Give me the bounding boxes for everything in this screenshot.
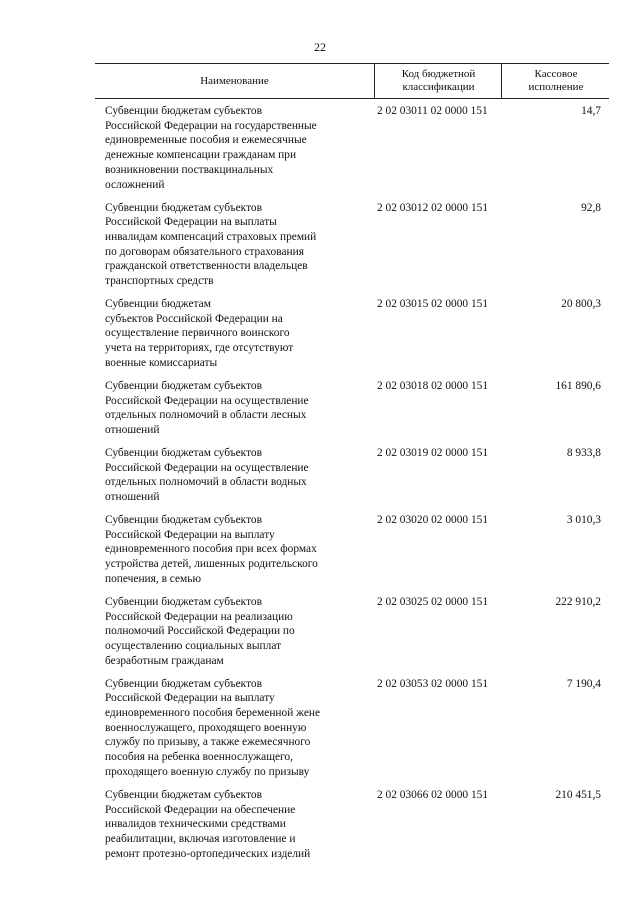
row-name-line: субъектов Российской Федерации на [105, 312, 283, 325]
row-name-line: осложнений [105, 178, 165, 191]
row-name [105, 379, 367, 438]
row-name-line: учета на территориях, где отсутствуют [105, 342, 294, 355]
row-name-line: проходящего военную службу по призыву [105, 765, 310, 778]
row-name-line: единовременные пособия и ежемесячные [105, 134, 307, 147]
row-name-line: Российской Федерации на выплату [105, 692, 275, 705]
row-name-line: отношений [105, 423, 160, 436]
row-amount: 14,7 [581, 105, 601, 117]
header-name-cell [95, 64, 374, 98]
row-name-line: военные комиссариаты [105, 356, 218, 369]
row-name-line: Субвенции бюджетам субъектов [105, 514, 262, 526]
table-header [95, 63, 609, 99]
row-amount: 210 451,5 [555, 788, 601, 801]
row-name-line: отдельных полномочий в области водных [105, 476, 307, 489]
header-code-line2: классификации [402, 81, 475, 93]
header-amount-line1: Кассовое [534, 68, 578, 80]
row-name-line: Российской Федерации на обеспечение [105, 803, 296, 816]
row-code: 2 02 03018 02 0000 151 [377, 379, 489, 392]
row-name-line: единовременного пособия беременной жене [105, 707, 321, 719]
row-name [105, 595, 367, 669]
row-name-line: ремонт протезно-ортопедических изделий [105, 847, 311, 860]
row-name-line: военнослужащего, проходящего военную [105, 721, 307, 734]
row-name-line: Субвенции бюджетам субъектов [105, 105, 262, 117]
row-name-line: отношений [105, 491, 160, 503]
row-name-line: по договорам обязательного страхования [105, 245, 304, 258]
row-amount: 222 910,2 [555, 595, 601, 608]
row-code: 2 02 03019 02 0000 151 [377, 446, 489, 459]
row-name [105, 297, 367, 371]
row-name-line: полномочий Российской Федерации по [105, 625, 295, 638]
header-name: Наименование [200, 74, 269, 87]
row-name-line: попечения, в семью [105, 572, 201, 585]
row-amount: 92,8 [581, 201, 601, 214]
row-name [105, 201, 367, 289]
row-name-line: Субвенции бюджетам субъектов [105, 201, 262, 214]
row-name-line: Российской Федерации на выплату [105, 528, 275, 541]
row-name-line: Субвенции бюджетам субъектов [105, 379, 262, 392]
row-name-line: Субвенции бюджетам субъектов [105, 446, 262, 459]
row-code: 2 02 03011 02 0000 151 [377, 105, 488, 117]
row-name-line: Субвенции бюджетам [105, 298, 211, 310]
row-amount: 161 890,6 [555, 379, 601, 392]
row-name-line: Российской Федерации на осуществление [105, 461, 309, 474]
row-name-line: транспортных средств [105, 275, 214, 288]
header-code-cell [374, 64, 502, 98]
row-name [105, 677, 367, 780]
row-name-line: денежные компенсации гражданам при [105, 149, 297, 162]
row-name-line: реабилитации, включая изготовление и [105, 832, 296, 845]
row-name-line: Российской Федерации на реализацию [105, 610, 293, 623]
row-name-line: осуществление первичного воинского [105, 327, 290, 340]
row-code: 2 02 03053 02 0000 151 [377, 677, 489, 690]
row-name-line: Российской Федерации на государственные [105, 119, 317, 132]
header-amount-line2: исполнение [528, 81, 584, 93]
row-code: 2 02 03066 02 0000 151 [377, 788, 489, 801]
row-code: 2 02 03020 02 0000 151 [377, 514, 489, 526]
row-name-line: единовременного пособия при всех формах [105, 543, 317, 556]
row-name-line: Российской Федерации на осуществление [105, 394, 309, 407]
row-name [105, 788, 367, 862]
header-code-line1: Код бюджетной [401, 68, 476, 80]
row-amount: 8 933,8 [566, 446, 601, 459]
row-name [105, 513, 367, 587]
row-amount: 3 010,3 [566, 514, 601, 526]
row-name-line: Субвенции бюджетам субъектов [105, 595, 262, 608]
row-name-line: Российской Федерации на выплаты [105, 216, 277, 229]
row-name-line: возникновении поствакцинальных [105, 163, 274, 176]
row-name-line: безработным гражданам [105, 654, 224, 667]
row-name-line: пособия на ребенка военнослужащего, [105, 751, 293, 764]
row-code: 2 02 03025 02 0000 151 [377, 595, 489, 608]
row-name-line: устройства детей, лишенных родительского [105, 558, 318, 571]
row-name-line: осуществлению социальных выплат [105, 639, 282, 652]
row-name-line: Субвенции бюджетам субъектов [105, 788, 262, 801]
row-code: 2 02 03015 02 0000 151 [377, 298, 489, 310]
row-name [105, 104, 367, 192]
page-number: 22 [314, 40, 326, 54]
row-name-line: отдельных полномочий в области лесных [105, 409, 307, 422]
row-name-line: гражданской ответственности владельцев [105, 260, 308, 273]
row-name [105, 446, 367, 505]
header-amount-cell [501, 64, 610, 98]
row-code: 2 02 03012 02 0000 151 [377, 201, 489, 214]
row-name-line: службу по призыву, а также ежемесячного [105, 736, 311, 749]
row-amount: 20 800,3 [561, 298, 601, 310]
row-name-line: Субвенции бюджетам субъектов [105, 677, 262, 690]
row-name-line: инвалидам компенсаций страховых премий [105, 230, 317, 243]
row-amount: 7 190,4 [566, 677, 601, 690]
row-name-line: инвалидов техническими средствами [105, 818, 286, 831]
